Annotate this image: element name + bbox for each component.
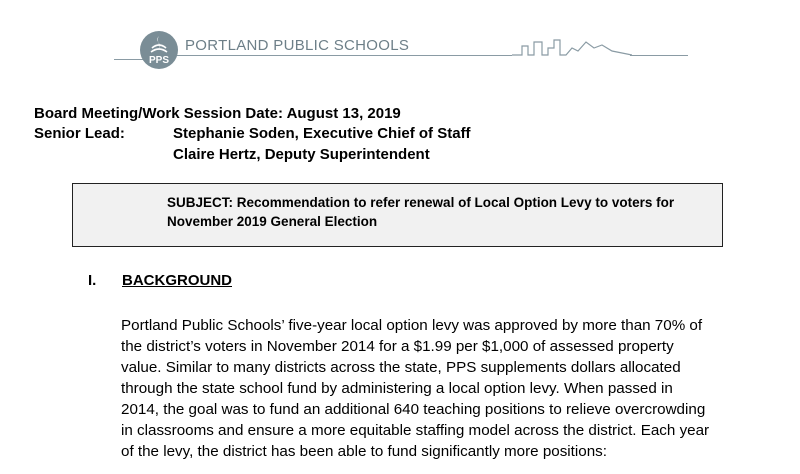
paragraph-line: Portland Public Schools’ five-year local option levy was approved by more than 70% of — [121, 317, 703, 334]
subject-box — [72, 183, 723, 247]
meeting-date-row — [34, 105, 401, 122]
senior-lead-label: Senior Lead: — [34, 125, 125, 142]
header-rule-right — [630, 55, 688, 56]
meeting-date-label: Board Meeting/Work Session Date: — [34, 105, 283, 122]
org-name: PORTLAND PUBLIC SCHOOLS — [185, 37, 410, 54]
subject-text — [167, 193, 707, 231]
paragraph-line: value. Similar to many districts across the state, PPS supplements dollars allocated — [121, 359, 681, 376]
logo-text: PPS — [148, 55, 170, 66]
paragraph-line: in classrooms and ensure a more equitable staffing model across the district. Each year — [121, 422, 710, 439]
paragraph-line: the district’s voters in November 2014 for a $1.99 per $1,000 of assessed property — [121, 338, 674, 355]
background-paragraph — [121, 315, 761, 462]
paragraph-line: through the state school fund by administering a local option levy. When passed in — [121, 380, 673, 397]
senior-lead-2: Claire Hertz, Deputy Superintendent — [173, 146, 430, 163]
header-rule — [177, 55, 512, 56]
paragraph-line: of the levy, the district has been able to fund significantly more positions: — [121, 443, 607, 460]
section-title: BACKGROUND — [122, 272, 232, 289]
subject-line-1: SUBJECT: Recommendation to refer renewal of Local Option Levy to voters for — [167, 195, 675, 210]
pps-logo-icon — [139, 30, 179, 70]
subject-line-2: November 2019 General Election — [167, 214, 378, 229]
section-number: I. — [88, 272, 97, 289]
paragraph-line: 2014, the goal was to fund an additional 640 teaching positions to relieve overcrowding — [121, 401, 706, 418]
senior-lead-1: Stephanie Soden, Executive Chief of Staff — [173, 125, 471, 142]
skyline-icon — [512, 36, 632, 58]
meeting-date-value: August 13, 2019 — [286, 105, 401, 122]
